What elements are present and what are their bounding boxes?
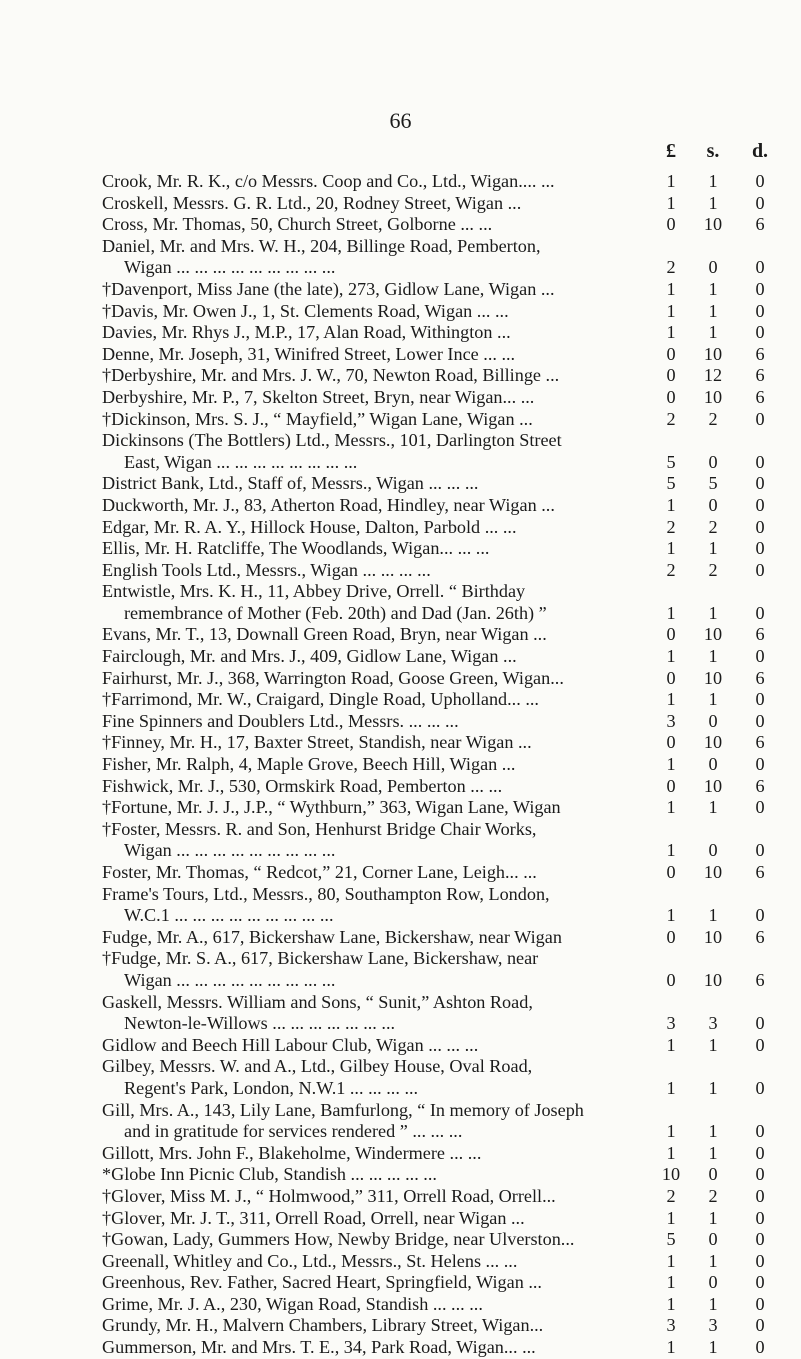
entry-text: and in gratitude for services rendered ” ... ... ... xyxy=(124,1121,463,1142)
entry-line xyxy=(0,1337,801,1359)
amount-shillings: 0 xyxy=(708,257,718,278)
entry-line xyxy=(0,948,801,970)
amount-shillings: 1 xyxy=(708,602,718,623)
list-item xyxy=(0,495,801,517)
entry-line xyxy=(0,840,801,862)
entry-line xyxy=(0,1229,801,1251)
amount-pounds: 1 xyxy=(666,689,676,710)
amount-shillings: 1 xyxy=(708,171,718,191)
amount-pence: 0 xyxy=(755,689,765,710)
entry-text: †Foster, Messrs. R. and Son, Henhurst Bridge Chair Works, xyxy=(102,818,537,839)
amount-pence: 0 xyxy=(755,1207,765,1228)
amount-shillings: 0 xyxy=(708,451,718,472)
entry-line xyxy=(0,797,801,819)
amount-pence: 0 xyxy=(755,797,765,818)
list-item xyxy=(0,776,801,798)
subscription-list xyxy=(0,171,801,1359)
amount-pounds: 1 xyxy=(666,1250,676,1271)
entry-text: †Derbyshire, Mr. and Mrs. J. W., 70, Newton Road, Billinge ... xyxy=(102,365,560,386)
entry-line xyxy=(0,776,801,798)
amount-shillings: 3 xyxy=(708,1013,718,1034)
amount-pounds: 1 xyxy=(666,322,676,343)
list-item xyxy=(0,538,801,560)
entry-text: Wigan ... ... ... ... ... ... ... ... ... xyxy=(124,969,336,990)
amount-pounds: 2 xyxy=(666,257,676,278)
entry-line xyxy=(0,430,801,452)
amount-pounds: 1 xyxy=(666,754,676,775)
entry-line xyxy=(0,862,801,884)
entry-text: *Globe Inn Picnic Club, Standish ... ... ... ... ... xyxy=(102,1164,437,1185)
entry-line xyxy=(0,193,801,215)
list-item xyxy=(0,819,801,862)
amount-pence: 0 xyxy=(755,1337,765,1358)
list-item xyxy=(0,365,801,387)
entry-line xyxy=(0,603,801,625)
entry-text: Edgar, Mr. R. A. Y., Hillock House, Dalton, Parbold ... ... xyxy=(102,516,517,537)
entry-text: Wigan ... ... ... ... ... ... ... ... ... xyxy=(124,257,336,278)
amount-pence: 0 xyxy=(755,192,765,213)
amount-shillings: 1 xyxy=(708,538,718,559)
amount-pounds: 0 xyxy=(666,667,676,688)
amount-pence: 0 xyxy=(755,473,765,494)
amount-pounds: 1 xyxy=(666,171,676,191)
list-item xyxy=(0,1251,801,1273)
entry-text: Entwistle, Mrs. K. H., 11, Abbey Drive, Orrell. “ Birthday xyxy=(102,581,526,602)
entry-text: †Dickinson, Mrs. S. J., “ Mayfield,” Wigan Lane, Wigan ... xyxy=(102,408,533,429)
amount-pence: 6 xyxy=(755,343,765,364)
entry-line xyxy=(0,236,801,258)
amount-pounds: 1 xyxy=(666,905,676,926)
entry-line xyxy=(0,387,801,409)
entry-line xyxy=(0,322,801,344)
entry-text: Greenall, Whitley and Co., Ltd., Messrs., St. Helens ... ... xyxy=(102,1250,518,1271)
amount-pence: 6 xyxy=(755,667,765,688)
entry-line xyxy=(0,452,801,474)
amount-shillings: 1 xyxy=(708,322,718,343)
amount-pounds: 3 xyxy=(666,710,676,731)
list-item xyxy=(0,1100,801,1143)
amount-pounds: 1 xyxy=(666,797,676,818)
amount-shillings: 1 xyxy=(708,1077,718,1098)
amount-pence: 0 xyxy=(755,1272,765,1293)
amount-pounds: 0 xyxy=(666,969,676,990)
list-item xyxy=(0,1229,801,1251)
amount-shillings: 0 xyxy=(708,1164,718,1185)
amount-shillings: 10 xyxy=(703,775,723,796)
amount-shillings: 10 xyxy=(703,386,723,407)
amount-pence: 0 xyxy=(755,1315,765,1336)
amount-pounds: 5 xyxy=(666,451,676,472)
entry-line xyxy=(0,1186,801,1208)
amount-pence: 6 xyxy=(755,386,765,407)
list-item xyxy=(0,689,801,711)
entry-text: Frame's Tours, Ltd., Messrs., 80, Southampton Row, London, xyxy=(102,883,550,904)
entry-text: W.C.1 ... ... ... ... ... ... ... ... ... xyxy=(124,905,334,926)
entry-line xyxy=(0,711,801,733)
list-item xyxy=(0,862,801,884)
amount-shillings: 0 xyxy=(708,1272,718,1293)
amount-shillings: 1 xyxy=(708,192,718,213)
amount-shillings: 10 xyxy=(703,624,723,645)
amount-pounds: 0 xyxy=(666,624,676,645)
amount-pounds: 1 xyxy=(666,538,676,559)
amount-pounds: 1 xyxy=(666,1077,676,1098)
entry-line xyxy=(0,689,801,711)
amount-shillings: 0 xyxy=(708,494,718,515)
amount-pence: 0 xyxy=(755,840,765,861)
amount-shillings: 2 xyxy=(708,1185,718,1206)
amount-shillings: 5 xyxy=(708,473,718,494)
amount-pounds: 0 xyxy=(666,365,676,386)
amount-shillings: 1 xyxy=(708,1121,718,1142)
amount-pence: 0 xyxy=(755,559,765,580)
amount-shillings: 10 xyxy=(703,214,723,235)
amount-shillings: 10 xyxy=(703,862,723,882)
list-item xyxy=(0,624,801,646)
entry-text: English Tools Ltd., Messrs., Wigan ... ... ... ... xyxy=(102,559,431,580)
amount-shillings: 0 xyxy=(708,840,718,861)
list-item xyxy=(0,581,801,624)
entry-text: District Bank, Ltd., Staff of, Messrs., Wigan ... ... ... xyxy=(102,473,479,494)
amount-pounds: 0 xyxy=(666,732,676,753)
amount-pounds: 1 xyxy=(666,1272,676,1293)
list-item xyxy=(0,732,801,754)
amount-shillings: 0 xyxy=(708,1229,718,1250)
amount-shillings: 0 xyxy=(708,754,718,775)
entry-text: †Glover, Mr. J. T., 311, Orrell Road, Orrell, near Wigan ... xyxy=(102,1207,525,1228)
entry-line xyxy=(0,365,801,387)
entry-text: Fishwick, Mr. J., 530, Ormskirk Road, Pemberton ... ... xyxy=(102,775,503,796)
amount-pence: 0 xyxy=(755,278,765,299)
amount-pence: 6 xyxy=(755,775,765,796)
amount-pounds: 2 xyxy=(666,1185,676,1206)
entry-text: Davies, Mr. Rhys J., M.P., 17, Alan Road, Withington ... xyxy=(102,322,511,343)
entry-text: Fisher, Mr. Ralph, 4, Maple Grove, Beech Hill, Wigan ... xyxy=(102,754,516,775)
entry-line xyxy=(0,819,801,841)
amount-shillings: 1 xyxy=(708,1034,718,1055)
entry-text: Foster, Mr. Thomas, “ Redcot,” 21, Corner Lane, Leigh... ... xyxy=(102,862,537,882)
amount-pence: 0 xyxy=(755,1293,765,1314)
amount-pence: 0 xyxy=(755,754,765,775)
amount-pounds: 1 xyxy=(666,1034,676,1055)
entry-text: †Fortune, Mr. J. J., J.P., “ Wythburn,” 363, Wigan Lane, Wigan xyxy=(102,797,561,818)
amount-pounds: 0 xyxy=(666,862,676,882)
amount-pence: 0 xyxy=(755,1164,765,1185)
entry-line xyxy=(0,538,801,560)
entry-line xyxy=(0,646,801,668)
entry-line xyxy=(0,1294,801,1316)
entry-text: Gilbey, Messrs. W. and A., Ltd., Gilbey House, Oval Road, xyxy=(102,1056,533,1077)
entry-text: Evans, Mr. T., 13, Downall Green Road, Bryn, near Wigan ... xyxy=(102,624,547,645)
list-item xyxy=(0,1164,801,1186)
amount-shillings: 1 xyxy=(708,689,718,710)
entry-text: Duckworth, Mr. J., 83, Atherton Road, Hindley, near Wigan ... xyxy=(102,494,555,515)
amount-pounds: 1 xyxy=(666,1337,676,1358)
entry-text: Grime, Mr. J. A., 230, Wigan Road, Standish ... ... ... xyxy=(102,1293,483,1314)
page-number: 66 xyxy=(389,108,412,133)
list-item xyxy=(0,711,801,733)
amount-pounds: 1 xyxy=(666,278,676,299)
list-item xyxy=(0,1186,801,1208)
amount-pence: 0 xyxy=(755,538,765,559)
entry-text: Gidlow and Beech Hill Labour Club, Wigan ... ... ... xyxy=(102,1034,479,1055)
entry-line xyxy=(0,905,801,927)
amount-pounds: 1 xyxy=(666,1121,676,1142)
entry-line xyxy=(0,171,801,193)
amount-pounds: 3 xyxy=(666,1315,676,1336)
amount-pounds: 1 xyxy=(666,840,676,861)
amount-shillings: 10 xyxy=(703,732,723,753)
entry-line xyxy=(0,581,801,603)
list-item xyxy=(0,1208,801,1230)
list-item xyxy=(0,797,801,819)
entry-line xyxy=(0,624,801,646)
amount-pounds: 0 xyxy=(666,214,676,235)
list-item xyxy=(0,884,801,927)
entry-text: Gill, Mrs. A., 143, Lily Lane, Bamfurlong, “ In memory of Joseph xyxy=(102,1099,584,1120)
entry-text: Gillott, Mrs. John F., Blakeholme, Windermere ... ... xyxy=(102,1142,482,1163)
pence-column-header: d. xyxy=(751,140,769,162)
amount-pounds: 1 xyxy=(666,192,676,213)
amount-pence: 0 xyxy=(755,300,765,321)
amount-pounds: 2 xyxy=(666,516,676,537)
entry-text: †Davis, Mr. Owen J., 1, St. Clements Road, Wigan ... ... xyxy=(102,300,509,321)
amount-shillings: 0 xyxy=(708,710,718,731)
list-item xyxy=(0,668,801,690)
amount-pence: 0 xyxy=(755,451,765,472)
amount-pence: 0 xyxy=(755,1142,765,1163)
list-item xyxy=(0,1294,801,1316)
amount-pence: 6 xyxy=(755,214,765,235)
entry-text: Cross, Mr. Thomas, 50, Church Street, Golborne ... ... xyxy=(102,214,493,235)
amount-pence: 0 xyxy=(755,905,765,926)
list-item xyxy=(0,387,801,409)
amount-pounds: 10 xyxy=(661,1164,681,1185)
amount-shillings: 10 xyxy=(703,343,723,364)
entry-line xyxy=(0,301,801,323)
amount-shillings: 3 xyxy=(708,1315,718,1336)
amount-pounds: 1 xyxy=(666,1293,676,1314)
amount-pounds: 2 xyxy=(666,408,676,429)
amount-shillings: 1 xyxy=(708,300,718,321)
amount-pence: 6 xyxy=(755,862,765,882)
entry-line xyxy=(0,668,801,690)
entry-line xyxy=(0,884,801,906)
entry-text: East, Wigan ... ... ... ... ... ... ... ... xyxy=(124,451,358,472)
entry-text: Dickinsons (The Bottlers) Ltd., Messrs., 101, Darlington Street xyxy=(102,430,562,451)
amount-shillings: 1 xyxy=(708,646,718,667)
entry-line xyxy=(0,754,801,776)
list-item xyxy=(0,1315,801,1337)
entry-text: Fine Spinners and Doublers Ltd., Messrs. ... ... ... xyxy=(102,710,459,731)
amount-pence: 0 xyxy=(755,1229,765,1250)
list-item xyxy=(0,171,801,193)
entry-text: Wigan ... ... ... ... ... ... ... ... ... xyxy=(124,840,336,861)
amount-pounds: 0 xyxy=(666,926,676,947)
amount-shillings: 2 xyxy=(708,559,718,580)
amount-shillings: 2 xyxy=(708,516,718,537)
shillings-column-header: s. xyxy=(706,140,720,162)
amount-pounds: 0 xyxy=(666,386,676,407)
entry-line xyxy=(0,560,801,582)
list-item xyxy=(0,236,801,279)
amount-shillings: 1 xyxy=(708,1207,718,1228)
entry-line xyxy=(0,1078,801,1100)
amount-pence: 0 xyxy=(755,1250,765,1271)
amount-pence: 6 xyxy=(755,624,765,645)
amount-shillings: 10 xyxy=(703,969,723,990)
entry-line xyxy=(0,927,801,949)
amount-pence: 0 xyxy=(755,602,765,623)
entry-line xyxy=(0,1315,801,1337)
amount-pounds: 2 xyxy=(666,559,676,580)
amount-pounds: 5 xyxy=(666,1229,676,1250)
entry-line xyxy=(0,1164,801,1186)
list-item xyxy=(0,1143,801,1165)
entry-line xyxy=(0,1208,801,1230)
amount-shillings: 1 xyxy=(708,1250,718,1271)
amount-pence: 0 xyxy=(755,408,765,429)
entry-text: †Gowan, Lady, Gummers How, Newby Bridge, near Ulverston... xyxy=(102,1229,575,1250)
amount-pence: 0 xyxy=(755,1034,765,1055)
entry-text: †Davenport, Miss Jane (the late), 273, Gidlow Lane, Wigan ... xyxy=(102,278,555,299)
amount-pence: 0 xyxy=(755,710,765,731)
list-item xyxy=(0,344,801,366)
amount-pounds: 1 xyxy=(666,1207,676,1228)
amount-pounds: 1 xyxy=(666,646,676,667)
list-item xyxy=(0,409,801,431)
entry-line xyxy=(0,1272,801,1294)
entry-text: Regent's Park, London, N.W.1 ... ... ... ... xyxy=(124,1077,419,1098)
amount-shillings: 1 xyxy=(708,1142,718,1163)
entry-line xyxy=(0,517,801,539)
entry-line xyxy=(0,1100,801,1122)
amount-pence: 0 xyxy=(755,257,765,278)
entry-text: Fudge, Mr. A., 617, Bickershaw Lane, Bickershaw, near Wigan xyxy=(102,926,562,947)
entry-text: Daniel, Mr. and Mrs. W. H., 204, Billinge Road, Pemberton, xyxy=(102,235,541,256)
amount-pounds: 1 xyxy=(666,1142,676,1163)
list-item xyxy=(0,322,801,344)
entry-text: †Fudge, Mr. S. A., 617, Bickershaw Lane, Bickershaw, near xyxy=(102,948,539,969)
entry-line xyxy=(0,344,801,366)
list-item xyxy=(0,1035,801,1057)
entry-text: Fairhurst, Mr. J., 368, Warrington Road, Goose Green, Wigan... xyxy=(102,667,564,688)
list-item xyxy=(0,473,801,495)
amount-shillings: 1 xyxy=(708,797,718,818)
amount-pence: 6 xyxy=(755,969,765,990)
amount-pence: 6 xyxy=(755,926,765,947)
amount-pounds: 1 xyxy=(666,300,676,321)
list-item xyxy=(0,1272,801,1294)
entry-line xyxy=(0,279,801,301)
list-item xyxy=(0,214,801,236)
entry-text: remembrance of Mother (Feb. 20th) and Dad (Jan. 26th) ” xyxy=(124,602,547,623)
amount-shillings: 10 xyxy=(703,667,723,688)
entry-text: Gummerson, Mr. and Mrs. T. E., 34, Park Road, Wigan... ... xyxy=(102,1337,536,1358)
entry-text: †Farrimond, Mr. W., Craigard, Dingle Road, Upholland... ... xyxy=(102,689,539,710)
list-item xyxy=(0,279,801,301)
entry-text: Gaskell, Messrs. William and Sons, “ Sunit,” Ashton Road, xyxy=(102,991,533,1012)
amount-shillings: 1 xyxy=(708,278,718,299)
list-item xyxy=(0,754,801,776)
amount-pounds: 0 xyxy=(666,775,676,796)
entry-text: †Finney, Mr. H., 17, Baxter Street, Standish, near Wigan ... xyxy=(102,732,532,753)
entry-text: Ellis, Mr. H. Ratcliffe, The Woodlands, Wigan... ... ... xyxy=(102,538,490,559)
amount-shillings: 10 xyxy=(703,926,723,947)
entry-text: Crook, Mr. R. K., c/o Messrs. Coop and Co., Ltd., Wigan.... ... xyxy=(102,171,555,191)
list-item xyxy=(0,301,801,323)
amount-pence: 6 xyxy=(755,732,765,753)
amount-pounds: 0 xyxy=(666,343,676,364)
amount-shillings: 1 xyxy=(708,1337,718,1358)
entry-text: Newton-le-Willows ... ... ... ... ... ... ... xyxy=(124,1013,396,1034)
entry-text: Grundy, Mr. H., Malvern Chambers, Library Street, Wigan... xyxy=(102,1315,544,1336)
amount-shillings: 12 xyxy=(703,365,723,386)
list-item xyxy=(0,646,801,668)
list-item xyxy=(0,1337,801,1359)
list-item xyxy=(0,992,801,1035)
entry-line xyxy=(0,214,801,236)
amount-pounds: 5 xyxy=(666,473,676,494)
amount-shillings: 1 xyxy=(708,1293,718,1314)
pounds-column-header: £ xyxy=(666,140,676,162)
entry-line xyxy=(0,992,801,1014)
list-item xyxy=(0,430,801,473)
entry-line xyxy=(0,970,801,992)
entry-line xyxy=(0,495,801,517)
amount-pence: 0 xyxy=(755,1121,765,1142)
entry-text: †Glover, Miss M. J., “ Holmwood,” 311, Orrell Road, Orrell... xyxy=(102,1185,556,1206)
list-item xyxy=(0,560,801,582)
entry-line xyxy=(0,1056,801,1078)
amount-pounds: 1 xyxy=(666,602,676,623)
entry-text: Denne, Mr. Joseph, 31, Winifred Street, Lower Ince ... ... xyxy=(102,343,516,364)
amount-pence: 0 xyxy=(755,646,765,667)
amount-pence: 0 xyxy=(755,1013,765,1034)
amount-pence: 0 xyxy=(755,494,765,515)
entry-text: Fairclough, Mr. and Mrs. J., 409, Gidlow Lane, Wigan ... xyxy=(102,646,517,667)
amount-pence: 6 xyxy=(755,365,765,386)
amount-pence: 0 xyxy=(755,1077,765,1098)
list-item xyxy=(0,1056,801,1099)
entry-line xyxy=(0,257,801,279)
entry-line xyxy=(0,1143,801,1165)
amount-pence: 0 xyxy=(755,1185,765,1206)
entry-text: Derbyshire, Mr. P., 7, Skelton Street, Bryn, near Wigan... ... xyxy=(102,386,535,407)
amount-pence: 0 xyxy=(755,516,765,537)
amount-pence: 0 xyxy=(755,322,765,343)
entry-line xyxy=(0,1013,801,1035)
amount-shillings: 2 xyxy=(708,408,718,429)
list-item xyxy=(0,517,801,539)
entry-line xyxy=(0,1035,801,1057)
amount-pounds: 3 xyxy=(666,1013,676,1034)
amount-shillings: 1 xyxy=(708,905,718,926)
entry-line xyxy=(0,1251,801,1273)
list-item xyxy=(0,948,801,991)
entry-text: Croskell, Messrs. G. R. Ltd., 20, Rodney Street, Wigan ... xyxy=(102,192,522,213)
amount-pounds: 1 xyxy=(666,494,676,515)
entry-line xyxy=(0,473,801,495)
list-item xyxy=(0,193,801,215)
amount-pence: 0 xyxy=(755,171,765,191)
entry-line xyxy=(0,409,801,431)
entry-line xyxy=(0,732,801,754)
entry-text: Greenhous, Rev. Father, Sacred Heart, Springfield, Wigan ... xyxy=(102,1272,542,1293)
entry-line xyxy=(0,1121,801,1143)
list-item xyxy=(0,927,801,949)
